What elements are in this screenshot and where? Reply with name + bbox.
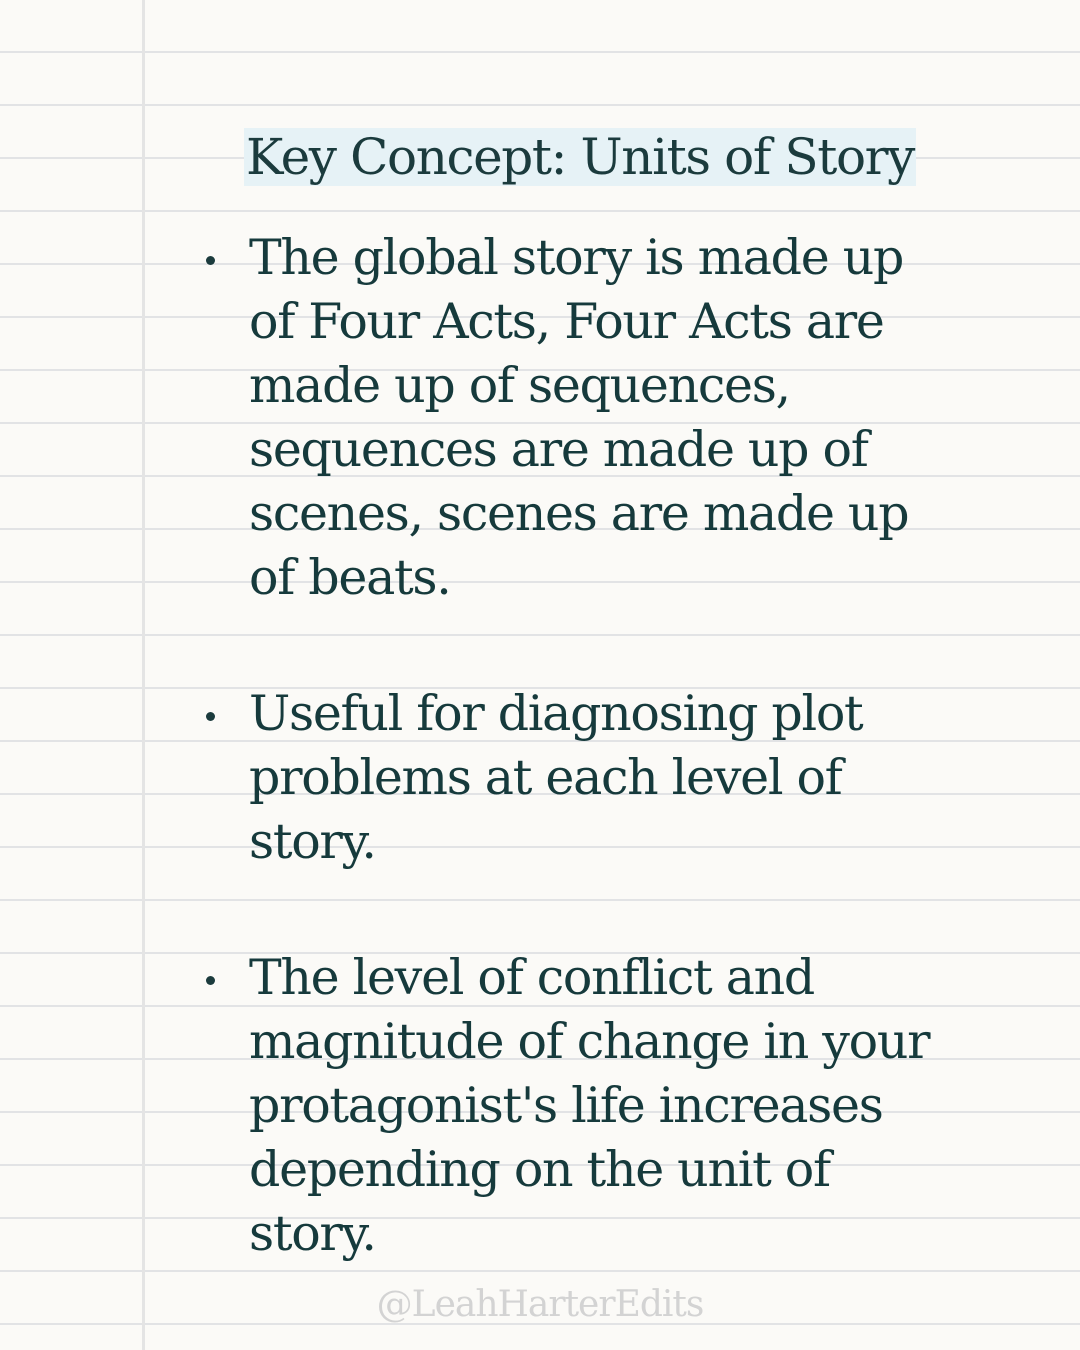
- bullet-line: magnitude of change in your: [249, 1013, 930, 1070]
- bullet-text: [249, 226, 960, 610]
- bullet-item: [200, 682, 960, 874]
- bullet-dot-icon: [206, 256, 215, 265]
- bullet-line: The global story is made up: [249, 229, 904, 286]
- bullet-line: sequences are made up of: [249, 421, 868, 478]
- bullet-line: depending on the unit of: [249, 1141, 830, 1198]
- bullet-dot-icon: [206, 976, 215, 985]
- bullet-line: protagonist's life increases: [249, 1077, 883, 1134]
- bullet-dot-icon: [206, 712, 215, 721]
- bullet-line: scenes, scenes are made up: [249, 485, 909, 542]
- bullet-line: story.: [249, 1205, 376, 1262]
- bullet-line: of beats.: [249, 549, 451, 606]
- bullet-line: story.: [249, 813, 376, 870]
- watermark-handle: @LeahHarterEdits: [376, 1284, 704, 1325]
- bullet-item: [200, 946, 960, 1266]
- bullet-list: [200, 226, 960, 1266]
- page-title: Key Concept: Units of Story: [246, 128, 915, 186]
- bullet-text: [249, 682, 960, 874]
- bullet-line: made up of sequences,: [249, 357, 790, 414]
- bullet-line: of Four Acts, Four Acts are: [249, 293, 884, 350]
- bullet-line: The level of conflict and: [249, 949, 814, 1006]
- bullet-item: [200, 226, 960, 610]
- bullet-line: Useful for diagnosing plot: [249, 685, 863, 742]
- bullet-line: problems at each level of: [249, 749, 842, 806]
- bullet-text: [249, 946, 960, 1266]
